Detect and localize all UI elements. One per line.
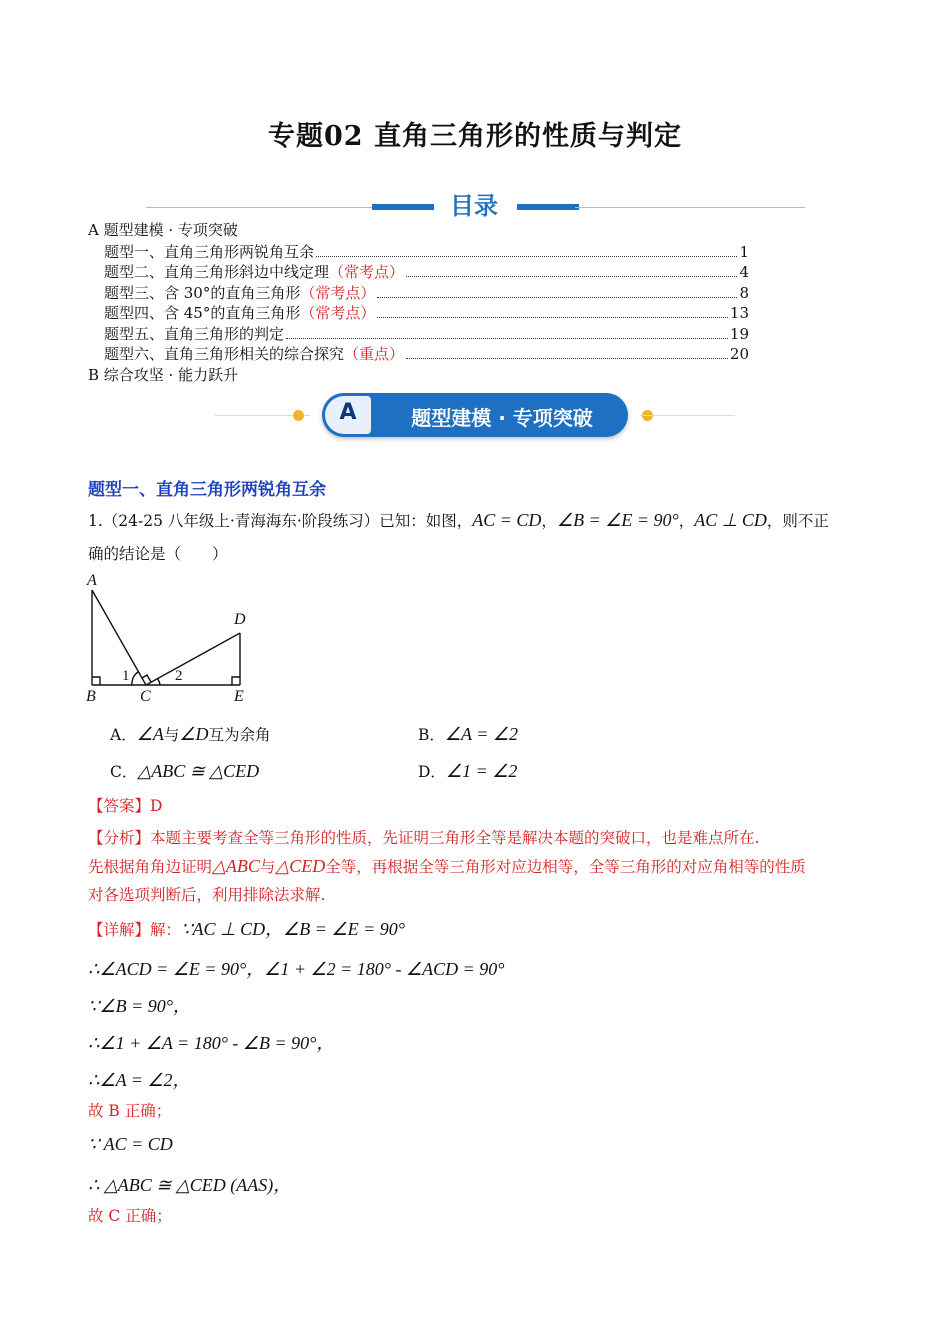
segment-cd xyxy=(146,633,240,685)
label-a: A xyxy=(87,572,97,589)
toc-leader xyxy=(377,296,737,298)
detail-line-4: ∴∠1 + ∠A = 180° - ∠B = 90°， xyxy=(88,1033,335,1053)
toc-leader xyxy=(316,255,737,257)
segment-ac xyxy=(92,590,146,685)
option-key: D． xyxy=(418,763,446,781)
toc-leader xyxy=(377,316,728,318)
option-math: ∠D xyxy=(179,724,209,744)
detail-line-2: ∴∠ACD = ∠E = 90°，∠1 + ∠2 = 180° - ∠ACD = 90° xyxy=(88,959,505,979)
analysis-tag: 【分析】 xyxy=(88,829,151,847)
toc-item-label: 题型一、直角三角形两锐角互余 xyxy=(104,243,315,261)
option-text: 互为余角 xyxy=(208,726,271,744)
option-text: 与 xyxy=(163,726,180,744)
analysis-line-2 xyxy=(88,855,806,878)
question-line-2: 确的结论是（ ） xyxy=(88,545,228,563)
toc-leader xyxy=(406,275,737,277)
toc-rule-left-thick xyxy=(372,204,434,210)
toc-item-tag: （常考点） xyxy=(300,284,376,302)
detail-tag: 【详解】 xyxy=(88,921,151,939)
toc-item-label: 题型四、含 45°的直角三角形 xyxy=(104,304,301,322)
question-cond-1: AC = CD xyxy=(472,510,542,530)
toc-heading: 目录 xyxy=(450,192,498,220)
banner-text: 题型建模 · 专项突破 xyxy=(411,406,593,430)
option-math: ∠1 = ∠2 xyxy=(445,761,518,781)
geometry-figure xyxy=(80,568,270,708)
question-cond-2: ∠B = ∠E = 90° xyxy=(556,510,679,530)
option-key: B． xyxy=(418,726,445,744)
banner-rule-right xyxy=(640,415,735,416)
toc-item-3[interactable] xyxy=(104,283,749,303)
analysis-text: 全等，再根据全等三角形对应边相等，全等三角形的对应角相等的性质 xyxy=(325,858,806,876)
toc-item-tag: （重点） xyxy=(344,345,405,363)
analysis-math: △CED xyxy=(275,856,326,876)
detail-line-5: ∴∠A = ∠2， xyxy=(88,1070,191,1090)
toc-item-label: 题型三、含 30°的直角三角形 xyxy=(104,284,301,302)
angle-arc-2 xyxy=(157,678,160,685)
detail-intro: 解： xyxy=(150,921,182,939)
section-heading: 题型一、直角三角形两锐角互余 xyxy=(88,480,326,500)
toc-section-a[interactable]: A 题型建模 · 专项突破 xyxy=(88,221,238,239)
question-suffix: ，则不正 xyxy=(766,512,829,530)
detail-line-1 xyxy=(88,918,405,941)
option-d[interactable] xyxy=(418,760,517,783)
answer-line xyxy=(88,795,162,817)
toc-item-page: 4 xyxy=(739,263,749,281)
toc-item-page: 19 xyxy=(729,325,749,343)
analysis-line-3: 对各选项判断后，利用排除法求解. xyxy=(88,886,326,904)
analysis-math: △ABC xyxy=(212,856,260,876)
question-line-1 xyxy=(88,509,829,532)
option-a[interactable] xyxy=(110,723,271,746)
detail-line-6: 故 B 正确； xyxy=(88,1102,172,1120)
toc-item-label: 题型五、直角三角形的判定 xyxy=(104,325,285,343)
toc-leader xyxy=(286,337,728,339)
toc-item-1[interactable] xyxy=(104,242,749,262)
toc-item-tag: （常考点） xyxy=(329,263,405,281)
option-b[interactable] xyxy=(418,723,518,746)
analysis-line-1 xyxy=(88,827,759,849)
option-math: △ABC ≅ △CED xyxy=(137,761,260,781)
answer-value: D xyxy=(150,797,163,815)
right-angle-mark-e xyxy=(232,677,240,685)
question-sep: ， xyxy=(678,512,695,530)
right-angle-mark-b xyxy=(92,677,100,685)
toc-item-page: 13 xyxy=(729,304,749,322)
detail-line-8: ∴ △ABC ≅ △CED (AAS)， xyxy=(88,1175,292,1195)
section-banner xyxy=(322,393,628,437)
angle-arc-1 xyxy=(132,672,138,685)
toc-item-label: 题型六、直角三角形相关的综合探究 xyxy=(104,345,345,363)
label-b: B xyxy=(86,688,96,705)
toc-item-page: 8 xyxy=(739,284,749,302)
answer-tag: 【答案】 xyxy=(88,797,151,815)
detail-line-7: ∵ AC = CD xyxy=(88,1134,173,1154)
toc-rule-left-thin xyxy=(146,207,376,208)
toc-section-b[interactable]: B 综合攻坚 · 能力跃升 xyxy=(88,366,239,384)
analysis-text: 与 xyxy=(259,858,276,876)
detail-line-9: 故 C 正确； xyxy=(88,1207,172,1225)
toc-item-4[interactable] xyxy=(104,303,749,323)
analysis-text: 本题主要考查全等三角形的性质，先证明三角形全等是解决本题的突破口，也是难点所在. xyxy=(150,829,760,847)
question-prefix: 1.（24-25 八年级上·青海海东·阶段练习）已知：如图， xyxy=(88,512,473,530)
label-e: E xyxy=(234,688,244,705)
toc-rule-right-thin xyxy=(575,207,805,208)
analysis-text: 先根据角角边证明 xyxy=(88,858,213,876)
toc-item-page: 20 xyxy=(729,345,749,363)
detail-line-3: ∵∠B = 90°， xyxy=(88,996,191,1016)
banner-letter: A xyxy=(339,400,357,425)
option-math: ∠A = ∠2 xyxy=(444,724,518,744)
question-cond-3: AC ⊥ CD xyxy=(694,510,767,530)
question-sep: ， xyxy=(541,512,557,530)
label-angle-1: 1 xyxy=(122,668,130,684)
toc-item-2[interactable] xyxy=(104,262,749,282)
toc-item-page: 1 xyxy=(739,243,749,261)
toc-item-label: 题型二、直角三角形斜边中线定理 xyxy=(104,263,330,281)
toc-leader xyxy=(406,357,728,359)
option-c[interactable] xyxy=(110,760,259,783)
label-angle-2: 2 xyxy=(175,668,183,684)
toc-item-5[interactable] xyxy=(104,324,749,344)
option-key: A． xyxy=(110,726,137,744)
label-d: D xyxy=(234,611,246,628)
page-title: 专题02 直角三角形的性质与判定 xyxy=(268,121,682,152)
label-c: C xyxy=(140,688,151,705)
option-math: ∠A xyxy=(136,724,164,744)
banner-dot-left xyxy=(293,410,304,421)
detail-math: ∵AC ⊥ CD，∠B = ∠E = 90° xyxy=(181,919,405,939)
option-key: C． xyxy=(110,763,138,781)
toc-rule-right-thick xyxy=(517,204,579,210)
toc-item-tag: （常考点） xyxy=(300,304,376,322)
toc-item-6[interactable] xyxy=(104,344,749,364)
